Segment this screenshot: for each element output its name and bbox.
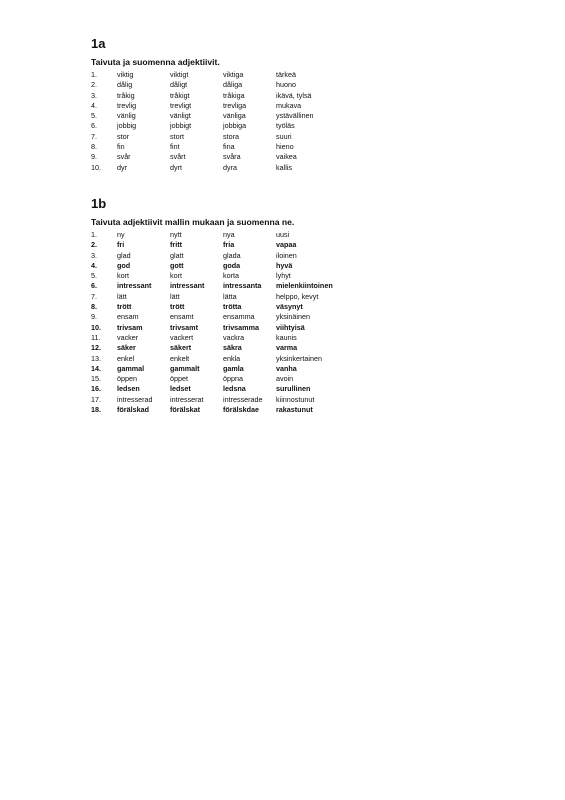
section-title: 1b [91, 196, 107, 211]
finnish-translation: yksinkertainen [276, 353, 322, 363]
neuter-form: fint [170, 142, 180, 152]
base-form: tråkig [117, 90, 135, 100]
finnish-translation: iloinen [276, 250, 297, 260]
table-row [91, 343, 366, 353]
base-form: jobbig [117, 121, 137, 131]
base-form: förälskad [117, 405, 149, 415]
base-form: vacker [117, 332, 139, 342]
plural-form: fina [223, 142, 235, 152]
neuter-form: lätt [170, 291, 180, 301]
neuter-form: ensamt [170, 312, 194, 322]
plural-form: intressanta [223, 281, 262, 291]
finnish-translation: hyvä [276, 260, 293, 270]
base-form: fri [117, 240, 125, 250]
plural-form: nya [223, 230, 235, 239]
base-form: dyr [117, 162, 127, 172]
table-row [91, 80, 366, 90]
finnish-translation: avoin [276, 374, 294, 384]
neuter-form: enkelt [170, 353, 190, 363]
table-row [91, 364, 366, 374]
neuter-form: gott [170, 260, 184, 270]
finnish-translation: surullinen [276, 384, 311, 394]
base-form: ledsen [117, 384, 140, 394]
finnish-translation: huono [276, 80, 296, 90]
word-table-body [91, 70, 366, 173]
base-form: ny [117, 230, 125, 239]
table-row [91, 121, 366, 131]
plural-form: ensamma [223, 312, 255, 322]
finnish-translation: ikävä, tylsä [276, 90, 312, 100]
row-number: 2. [91, 80, 97, 90]
finnish-translation: hieno [276, 142, 294, 152]
row-number: 7. [91, 291, 97, 301]
base-form: dålig [117, 80, 133, 90]
plural-form: intresserade [223, 394, 263, 404]
neuter-form: nytt [170, 230, 182, 239]
neuter-form: säkert [170, 343, 192, 353]
row-number: 6. [91, 121, 97, 131]
table-row [91, 384, 366, 394]
table-row [91, 240, 366, 250]
base-form: säker [117, 343, 136, 353]
table-row [91, 312, 366, 322]
base-form: enkel [117, 353, 135, 363]
neuter-form: jobbigt [170, 121, 192, 131]
exercise-1b [91, 196, 371, 415]
row-number: 6. [91, 281, 97, 291]
neuter-form: gammalt [170, 363, 200, 373]
plural-form: vänliga [223, 111, 246, 121]
row-number: 15. [91, 374, 101, 384]
row-number: 9. [91, 312, 97, 322]
neuter-form: vänligt [170, 111, 191, 121]
neuter-form: fritt [170, 240, 182, 250]
finnish-translation: ystävällinen [276, 111, 314, 121]
table-row [91, 152, 366, 162]
neuter-form: svårt [170, 152, 186, 162]
neuter-form: viktigt [170, 70, 189, 79]
table-row [91, 281, 366, 291]
base-form: kort [117, 271, 129, 281]
neuter-form: ledset [170, 384, 191, 394]
plural-form: korta [223, 271, 239, 281]
table-row [91, 302, 366, 312]
plural-form: gamla [223, 363, 244, 373]
finnish-translation: työläs [276, 121, 295, 131]
row-number: 3. [91, 250, 97, 260]
table-row [91, 292, 366, 302]
word-table-body [91, 230, 366, 415]
instruction-text: Taivuta adjektiivit mallin mukaan ja suomenna ne. [91, 217, 295, 227]
base-form: trivsam [117, 322, 143, 332]
neuter-form: intresserat [170, 394, 204, 404]
base-form: lätt [117, 291, 127, 301]
neuter-form: vackert [170, 332, 194, 342]
table-row [91, 374, 366, 384]
instruction-text: Taivuta ja suomenna adjektiivit. [91, 57, 220, 67]
finnish-translation: suuri [276, 131, 292, 141]
neuter-form: glatt [170, 250, 184, 260]
table-row [91, 163, 366, 173]
word-table [91, 230, 366, 415]
row-number: 7. [91, 131, 97, 141]
plural-form: viktiga [223, 70, 244, 79]
base-form: öppen [117, 374, 137, 384]
finnish-translation: kallis [276, 162, 292, 172]
plural-form: ledsna [223, 384, 246, 394]
base-form: ensam [117, 312, 139, 322]
base-form: trevlig [117, 100, 137, 110]
neuter-form: dyrt [170, 162, 182, 172]
finnish-translation: helppo, kevyt [276, 291, 319, 301]
row-number: 8. [91, 302, 97, 312]
table-row [91, 354, 366, 364]
row-number: 1. [91, 70, 97, 79]
plural-form: dyra [223, 162, 237, 172]
row-number: 16. [91, 384, 101, 394]
row-number: 14. [91, 363, 101, 373]
base-form: svår [117, 152, 131, 162]
row-number: 11. [91, 332, 101, 342]
finnish-translation: vanha [276, 363, 297, 373]
base-form: vänlig [117, 111, 136, 121]
table-row [91, 111, 366, 121]
table-row [91, 261, 366, 271]
finnish-translation: rakastunut [276, 405, 313, 415]
finnish-translation: vapaa [276, 240, 297, 250]
neuter-form: öppet [170, 374, 188, 384]
row-number: 8. [91, 142, 97, 152]
plural-form: svåra [223, 152, 241, 162]
table-row [91, 271, 366, 281]
neuter-form: intressant [170, 281, 205, 291]
exercise-1a [91, 36, 371, 173]
base-form: viktig [117, 70, 134, 79]
finnish-translation: mukava [276, 100, 302, 110]
base-form: trött [117, 302, 132, 312]
base-form: fin [117, 142, 125, 152]
finnish-translation: lyhyt [276, 271, 291, 281]
finnish-translation: vaikea [276, 152, 297, 162]
table-row [91, 70, 366, 80]
neuter-form: trivsamt [170, 322, 198, 332]
finnish-translation: viihtyisä [276, 322, 305, 332]
base-form: gammal [117, 363, 145, 373]
row-number: 10. [91, 162, 101, 172]
finnish-translation: kiinnostunut [276, 394, 315, 404]
finnish-translation: väsynyt [276, 302, 303, 312]
base-form: god [117, 260, 131, 270]
row-number: 2. [91, 240, 97, 250]
plural-form: vackra [223, 332, 245, 342]
neuter-form: stort [170, 131, 184, 141]
neuter-form: tråkigt [170, 90, 190, 100]
neuter-form: dåligt [170, 80, 188, 90]
base-form: intresserad [117, 394, 153, 404]
plural-form: stora [223, 131, 239, 141]
row-number: 5. [91, 271, 97, 281]
table-row [91, 91, 366, 101]
row-number: 4. [91, 260, 97, 270]
finnish-translation: tärkeä [276, 70, 296, 79]
base-form: glad [117, 250, 131, 260]
row-number: 18. [91, 405, 101, 415]
neuter-form: kort [170, 271, 182, 281]
section-title: 1a [91, 36, 106, 51]
neuter-form: förälskat [170, 405, 200, 415]
neuter-form: trevligt [170, 100, 192, 110]
table-row [91, 132, 366, 142]
row-number: 5. [91, 111, 97, 121]
row-number: 10. [91, 322, 101, 332]
row-number: 4. [91, 100, 97, 110]
finnish-translation: mielenkiintoinen [276, 281, 333, 291]
table-row [91, 230, 366, 240]
base-form: intressant [117, 281, 152, 291]
plural-form: trötta [223, 302, 242, 312]
plural-form: fria [223, 240, 235, 250]
plural-form: lätta [223, 291, 237, 301]
plural-form: säkra [223, 343, 242, 353]
plural-form: förälskdae [223, 405, 259, 415]
finnish-translation: varma [276, 343, 298, 353]
table-row [91, 142, 366, 152]
table-row [91, 251, 366, 261]
table-row [91, 101, 366, 111]
table-row [91, 405, 366, 415]
plural-form: trivsamma [223, 322, 259, 332]
row-number: 13. [91, 353, 101, 363]
row-number: 17. [91, 394, 101, 404]
plural-form: glada [223, 250, 241, 260]
table-row [91, 395, 366, 405]
plural-form: enkla [223, 353, 241, 363]
neuter-form: trött [170, 302, 185, 312]
word-table [91, 70, 366, 173]
plural-form: trevliga [223, 100, 247, 110]
finnish-translation: kaunis [276, 332, 297, 342]
plural-form: öppna [223, 374, 243, 384]
row-number: 12. [91, 343, 101, 353]
finnish-translation: yksinäinen [276, 312, 310, 322]
finnish-translation: uusi [276, 230, 290, 239]
plural-form: tråkiga [223, 90, 245, 100]
row-number: 1. [91, 230, 97, 239]
table-row [91, 323, 366, 333]
plural-form: goda [223, 260, 241, 270]
row-number: 3. [91, 90, 97, 100]
base-form: stor [117, 131, 129, 141]
plural-form: jobbiga [223, 121, 247, 131]
plural-form: dåliga [223, 80, 243, 90]
table-row [91, 333, 366, 343]
row-number: 9. [91, 152, 97, 162]
